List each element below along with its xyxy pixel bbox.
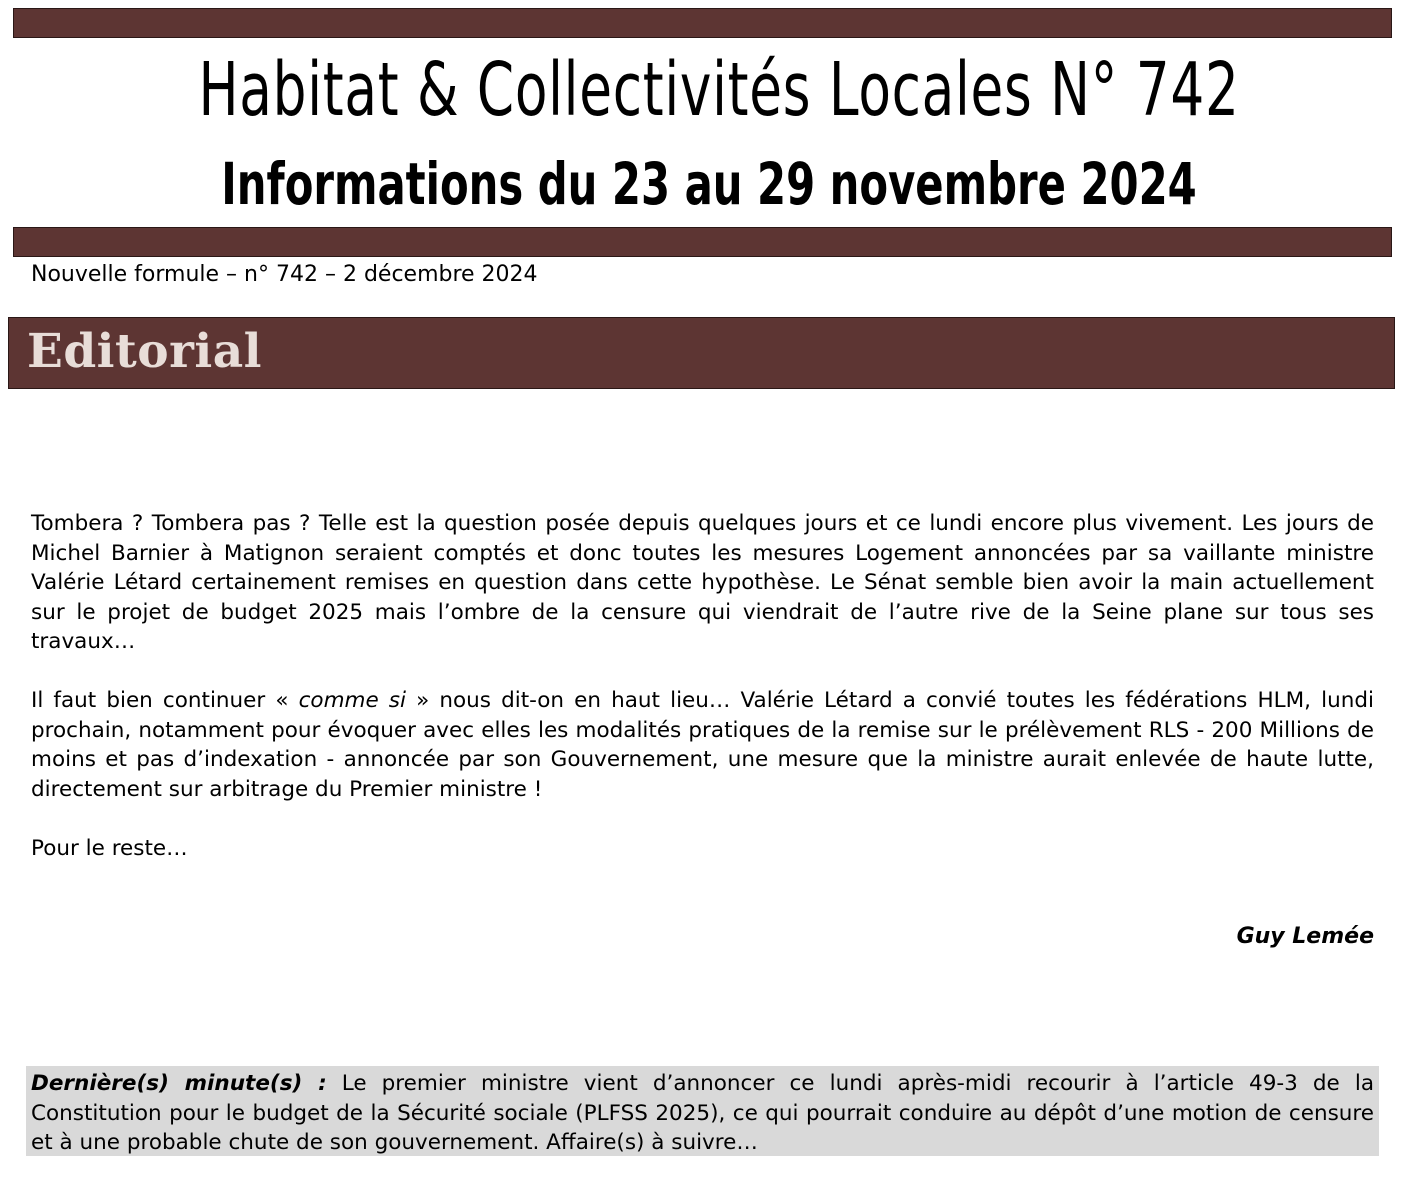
top-decorative-bar	[13, 8, 1392, 38]
last-minute-box	[26, 1066, 1379, 1156]
last-minute-label: Dernière(s) minute(s) :	[31, 1071, 327, 1096]
editorial-paragraph-3: Pour le reste…	[31, 836, 188, 861]
newsletter-title: Habitat & Collectivités Locales N° 742	[198, 47, 1240, 133]
author-signature: Guy Lemée	[1236, 924, 1374, 949]
last-minute-text	[31, 1069, 1374, 1158]
section-title: Editorial	[27, 324, 263, 379]
section-banner	[8, 317, 1395, 389]
last-minute-body: Le premier ministre vient d’annoncer ce lundi après-midi recourir à l’article 49-3 de la Constitution pour le budget de la Sécurité sociale (PLFSS 2025), ce qui pourrait conduire au dépôt d’une motion de censure et à une probable chute de son gouvernement. Affaire(s) à suivre…	[31, 1071, 1374, 1155]
paragraph-2-start: Il faut bien continuer «	[31, 688, 299, 713]
bottom-decorative-bar	[13, 227, 1392, 257]
newsletter-subtitle: Informations du 23 au 29 novembre 2024	[221, 150, 1197, 218]
paragraph-2-italic: comme si	[298, 688, 406, 713]
issue-line: Nouvelle formule – n° 742 – 2 décembre 2024	[31, 262, 538, 287]
editorial-paragraph-2	[31, 686, 1374, 804]
editorial-paragraph-1: Tombera ? Tombera pas ? Telle est la question posée depuis quelques jours et ce lundi encore plus vivement. Les jours de Michel Barnier à Matignon seraient comptés et donc toutes les mesures Logement annoncées par sa vaillante ministre Valérie Létard certainement remises en question dans cette hypothèse. Le Sénat semble bien avoir la main actuellement sur le projet de budget 2025 mais l’ombre de la censure qui viendrait de l’autre rive de la Seine plane sur tous ses travaux…	[31, 511, 1374, 654]
paragraph-2-end: » nous dit-on en haut lieu… Valérie Létard a convié toutes les fédérations HLM, lundi prochain, notamment pour évoquer avec elles les modalités pratiques de la remise sur le prélèvement RLS - 200 Millions de moins et pas d’indexation - annoncée par son Gouvernement, une mesure que la ministre aurait enlevée de haute lutte, directement sur arbitrage du Premier ministre !	[31, 688, 1374, 802]
